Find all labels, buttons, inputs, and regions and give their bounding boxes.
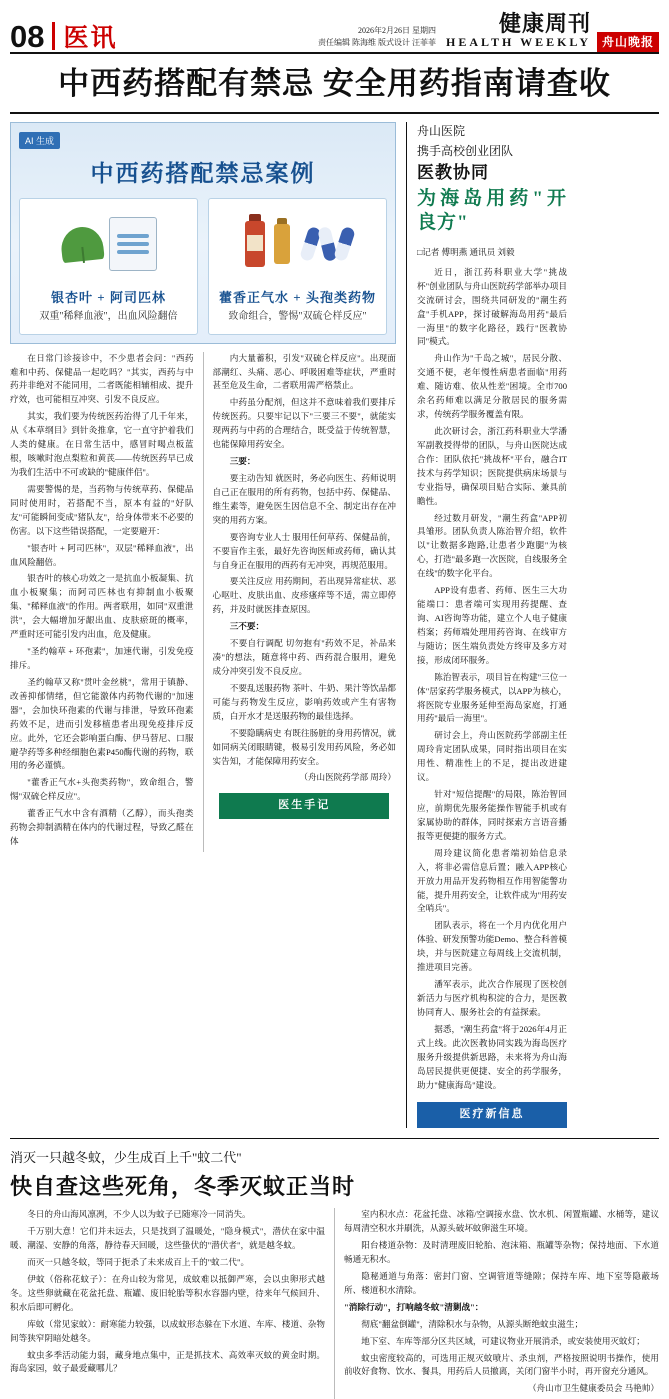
paragraph: 藿香正气水中含有酒精（乙醇），而头孢类药物会抑制酒精在体内的代谢过程，导致乙醛在体	[10, 808, 194, 847]
infographic-cards	[19, 198, 387, 335]
card-caption: 银杏叶 + 阿司匹林	[51, 289, 166, 305]
ginkgo-leaf-icon	[26, 207, 191, 281]
masthead	[10, 0, 659, 54]
side-article-title-line-2: 为海岛用药"开良方"	[417, 187, 567, 234]
publication-title-cn: 健康周刊	[498, 11, 591, 37]
paragraph: 在日常门诊接诊中，不少患者会问："西药难和中药、保健品一起吃吗？"其实，西药与中药并非绝对不能同用，二者既能相辅相成、提升疗效，也可能相互冲突、引发不良反应。	[10, 352, 194, 405]
masthead-credits	[118, 25, 447, 52]
paragraph: 周玲建议简化患者端初始信息录入，将非必需信息后置；融入APP核心开放力用品开发药物相互作用智能警功能，提升用药安全，让软件成为"用药安全哨兵"。	[417, 847, 567, 914]
paragraph: APP设有患者、药师、医生三大功能端口：患者端可实现用药提醒、查询、AI咨询等功能，建立个人电子健康档案；药师端处理用药咨询、在线审方与随访；医生端负责处方终审及多方对接，形成闭环服务。	[417, 585, 567, 665]
paragraph: 舟山作为"千岛之城"，居民分散、交通不便，老年慢性病患者面临"用药难、随访难、依从性差"困境。全市700余名药师难以满足分散居民的服务需求，传统药学服务覆盖有限。	[417, 353, 567, 420]
paragraph: 隐秘通道与角落：密封门窗、空调管道等缝隙；保持车库、地下室等隐蔽场所、楼道积水清除。	[344, 1270, 659, 1295]
bottom-column-2	[334, 1208, 659, 1399]
paragraph: 据悉，"潮生药盒"将于2026年4月正式上线。此次医教协同实践为海岛医疗服务升级提供新思路，未来将为舟山海岛居民提供更便捷、安全的药学服务，助力"健康海岛"建设。	[417, 1023, 567, 1090]
side-article-title-line-1: 医教协同	[417, 162, 489, 182]
paragraph: 库蚊（常见家蚊）：耐寒能力较强，以成蚊形态躲在下水道、车库、楼道、杂物间等狭窄阴暗处越冬。	[10, 1318, 325, 1343]
page-title: 中西药搭配有禁忌 安全用药指南请查收	[58, 66, 611, 101]
side-article-kicker-1: 舟山医院	[417, 123, 466, 138]
paragraph: 阳台楼道杂物：及时清理废旧轮胎、泡沫箱、瓶罐等杂物；保持地面、下水道畅通无积水。	[344, 1240, 659, 1264]
paragraph: 伊蚊（俗称花蚊子）：在舟山较为常见，成蚊难以抵御严寒，会以虫卵形式越冬。这些卵就藏在花盆托盘、瓶罐、废旧轮胎等积水容器内壁，待来年气候回升、积水后即可孵化。	[10, 1273, 325, 1312]
illustration-column	[10, 122, 396, 1129]
paragraph: 不要自行调配 切勿抱有"药效不足，补品来凑"的想法，随意将中药、西药混合服用，避免成分冲突引发不良反应。	[212, 638, 396, 676]
paragraph: "圣约翰草 + 环孢素"，加速代谢，引发免疫排斥。	[10, 646, 194, 670]
section-divider	[52, 22, 55, 50]
article-column-1	[10, 352, 194, 852]
paragraph: 此次研讨会，浙江药科职业大学潘军副教授得带的团队，与舟山医院达成合作：团队依托"挑战杯"平台，融合IT技术与药学知识；医院提供病床场景与专业指导，确保项目贴合实际、兼具前瞻性。	[417, 426, 567, 506]
paragraph: 而灭一只越冬蚊，等同于扼杀了未来成百上千的"蚊二代"。	[27, 1257, 250, 1267]
paragraph: "银杏叶 + 阿司匹林"，双层"稀释血液"，出血风险翻倍。	[10, 542, 194, 567]
paragraph: 冬日的舟山海风凛冽，不少人以为蚊子已随寒冷一同消失。	[27, 1209, 251, 1220]
bottom-column-1	[10, 1208, 325, 1399]
paragraph: 陈治智表示，项目旨在构建"三位一体"居家药学服务模式，以APP为核心，将医院专业服务延伸至海岛家庭，打通用药"最后一海里"。	[417, 671, 567, 724]
paragraph: 经过数月研发，"潮生药盒"APP初具雏形。团队负责人陈治智介绍，软件以"让数据多跑路,让患者少跑腿"为核心，打造"最多跑一次医院，自线服务全在线"的数字化平台。	[417, 512, 567, 579]
bottom-article-headline: 快自查这些死角，冬季灭蚊正当时	[10, 1174, 356, 1200]
paragraph: 近日，浙江药科职业大学"挑战杯"创业团队与舟山医院药学部举办项目交流研讨会，围绕共同研发的"潮生药盒"手机APP，探讨破解海岛用药"最后一海里"的数字化路径，践行"医教协同"模式。	[417, 266, 567, 347]
paragraph: 其实，我们要为传统医药治得了几千年来，从《本草纲目》到针灸推拿，它一直守护着我们人类的健康。在日常生活中，感冒时喝点板蓝根，咳嗽时泡点梨粒和黄芪——传统医药早已成为我们生活中不可或缺的"健康伴侣"。	[10, 411, 194, 478]
paragraph: 不要乱送服药物 茶叶、牛奶、果汁等饮品都可能与药物发生反应，影响药效或产生有害物质，白开水才是送服药物的最佳选择。	[212, 682, 396, 721]
masthead-logo	[446, 13, 591, 52]
paragraph: 蚊虫多季活动能力弱，藏身地点集中，正是抓技术、高效率灭蚊的黄金时期。海岛家园，蚊子最爱藏哪儿？	[10, 1349, 325, 1374]
bottom-article-columns	[10, 1208, 659, 1399]
side-article	[417, 122, 567, 1129]
section-tag-doctor-notes: 医生手记	[219, 793, 389, 819]
paragraph: 内大量蓄积，引发"双硫仑样反应"。出现面部潮红、头痛、恶心、呼吸困难等症状，严重时甚至危及生命，二者联用需严格禁止。	[212, 352, 396, 391]
paragraph: 要咨询专业人士 服用任何草药、保健品前，不要盲作主张，最好先咨询医师或药师，确认其与自身正在服用的西药有无冲突，再规范服用。	[212, 531, 396, 570]
editor-credits: 责任编辑 陈海维 版式设计 汪菲菲	[318, 38, 437, 47]
infographic-card	[19, 198, 198, 335]
issue-date: 2026年2月26日 星期四	[358, 26, 437, 35]
paragraph: 彻底"翻盆倒罐"，清除积水与杂物，从源头断绝蚊虫滋生；	[361, 1318, 584, 1329]
article-byline: （舟山医院药学部 周玲）	[299, 772, 396, 783]
infographic	[10, 122, 396, 344]
paragraph: 潘军表示，此次合作展现了医校创新活力与医疗机构积淀的合力，是医教协同育人、服务社会的有益探索。	[417, 979, 567, 1017]
top-story-block	[10, 114, 659, 1129]
paragraph: 蚊虫密度较高的，可选用正规灭蚊喷片、杀虫剂，严格按照说明书操作，使用前收好食物、饮水、餐具，用药后人员撤离，关闭门窗半小时，再开窗充分通风。	[344, 1352, 659, 1377]
paragraph: 地下室、车库等部分区共区域，可建议物业开展消杀，或安装使用灭蚊灯；	[361, 1335, 645, 1346]
article-column-2	[203, 352, 397, 852]
paragraph: 千万别大意！它们并未远去，只是找到了温暖处，"隐身模式"，潜伏在家中温暖、潮湿、安静的角落，静待春天回暖，这些蛰伏的"潜伏者"，就是越冬蚊。	[10, 1226, 325, 1251]
section-tag-medical-news: 医疗新信息	[417, 1102, 567, 1128]
paragraph: 室内积水点：花盆托盘、冰箱/空调接水盘、饮水机、闲置瓶罐、水桶等，建议每周清空积水并刷洗，从源头破坏蚊卵滋生环境。	[344, 1209, 659, 1234]
main-article-columns	[10, 344, 396, 852]
paragraph: 银杏叶的核心功效之一是抗血小板凝集、抗血小板聚集；而阿司匹林也有抑制血小板聚集、"稀释血液"的作用。两者联用，如同"双重泄洪"，会大幅增加牙龈出血、皮肤瘀斑的概率，严重时还可能引发内出血，危及健康。	[10, 573, 194, 640]
paragraph: 圣约翰草又称"贯叶金丝桃"，常用于镇静、改善抑郁情绪，但它能激体内药物代谢的"加速器"，会加快环孢素的代谢与排泄，导致环孢素药效不足，进而引发移植患者出现免疫排斥反应。此外，它还会影响蛋白酶、伊马替尼、口服避孕药等多种经细胞色素P450酶代谢的药物，联用的务必谨慎。	[10, 676, 194, 771]
infographic-title: 中西药搭配禁忌案例	[90, 160, 316, 186]
card-subtext: 致命组合，警惕"双硫仑样反应"	[228, 310, 367, 322]
page-number: 08	[10, 19, 45, 54]
column-rule	[406, 122, 407, 1129]
paragraph: 团队表示，将在一个月内优化用户体验、研发预警功能Demo、整合科普模块，并与医院建立每周线上交流机制，推进项目完善。	[417, 920, 567, 973]
divider	[10, 1138, 659, 1139]
bottom-article-kicker: 消灭一只越冬蚊，少生成百上千"蚊二代"	[10, 1150, 242, 1166]
side-article-kicker-2: 携手高校创业团队	[417, 143, 514, 158]
paragraph: 中药虽分配剂，但这并不意味着我们要排斥传统医药。只要牢记以下"三要三不要"，就能实现两药与中药的合理结合，既受益于传统智慧，也能保障用药安全。	[212, 397, 396, 450]
paragraph: 要关注反应 用药期间，若出现异常症状、恶心呕吐、皮肤出血、皮疹瘙痒等不适，需立即停药，并及时就医排查原因。	[212, 576, 396, 615]
bottom-article	[10, 1138, 659, 1399]
infographic-card	[208, 198, 387, 335]
publisher-stamp: 舟山晚报	[597, 32, 659, 52]
paragraph: 针对"短信提醒"的局限，陈治智回应，前期优先服务能操作智能手机或有家属协助的群体，同时探索方言语音播报等更便捷的服务方式。	[417, 789, 567, 841]
card-caption: 藿香正气水 + 头孢类药物	[219, 289, 376, 305]
paragraph: 不要隐瞒病史 有既往肠脏的身用药情况，就如同病关闭眼睛键，极易引发用药风险，务必如实告知，才能保障用药安全。	[212, 727, 396, 766]
paragraph: 研讨会上，舟山医院药学部副主任周玲肯定团队成果，同时指出项目在实用性、精准性上的不足，提出改进建议。	[417, 730, 567, 783]
paragraph: 要主动告知 就医时，务必向医生、药师说明自己正在服用的所有药物，包括中药、保健品、维生素等，避免医生因信息不全、制定出存在冲突的用药方案。	[212, 473, 396, 525]
publication-title-en: HEALTH WEEKLY	[446, 35, 591, 50]
subheading: 三不要：	[229, 621, 265, 632]
card-subtext: 双重"稀释血液"，出血风险翻倍	[39, 310, 178, 322]
subheading: "消除行动"，打响越冬蚊"清剿战"：	[344, 1301, 484, 1312]
bottom-article-byline: （舟山市卫生健康委员会 马艳帅）	[527, 1383, 659, 1394]
bottom-story-block	[10, 1128, 659, 1399]
medicine-bottle-icon	[215, 207, 380, 281]
subheading: 三要：	[229, 456, 256, 467]
paragraph: 需要警惕的是，当药物与传统草药、保健品同时使用时，若搭配不当，原本有益的"好队友"可能瞬间变成"猪队友"，给身体带来不必要的伤害。以下这些错误搭配，一定要避开：	[10, 483, 194, 536]
side-article-reporter: □记者 傅明燕 通讯员 刘毅	[417, 246, 515, 257]
paragraph: "藿香正气水+头孢类药物"，致命组合，警惕"双硫仑样反应"。	[10, 777, 194, 802]
section-name: 医讯	[63, 25, 118, 52]
ai-generated-badge: AI 生成	[19, 132, 60, 149]
lead-headline-block	[10, 54, 659, 114]
